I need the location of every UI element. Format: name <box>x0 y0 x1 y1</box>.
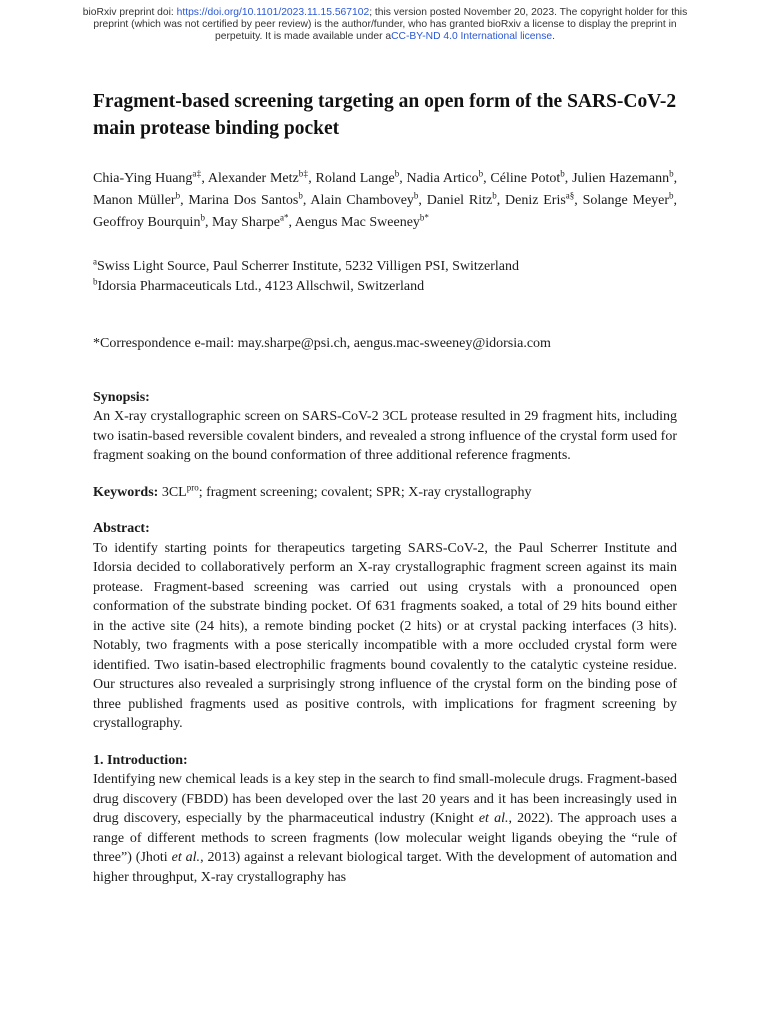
keyword-first-sup: pro <box>186 481 199 492</box>
introduction-section <box>93 751 677 888</box>
introduction-text <box>93 770 677 887</box>
header-text: . <box>552 31 555 42</box>
keyword-first: 3CL <box>161 484 187 500</box>
correspondence: *Correspondence e-mail: may.sharpe@psi.ch, aengus.mac-sweeney@idorsia.com <box>93 336 551 351</box>
abstract-section <box>93 519 677 734</box>
author-separator: , <box>288 215 295 230</box>
author-name: May Sharpe <box>211 215 280 230</box>
author-separator: , <box>673 193 678 208</box>
synopsis-section <box>93 388 677 466</box>
author-affiliation-mark: b <box>669 168 674 179</box>
preprint-header <box>0 7 770 43</box>
header-text: perpetuity. It is made available under a <box>215 31 392 42</box>
author-affiliation-mark: b <box>200 212 205 223</box>
author-name: Deniz Eris <box>505 193 566 208</box>
author-separator: , <box>399 171 407 186</box>
abstract-heading: Abstract: <box>93 521 150 536</box>
author-name: Julien Hazemann <box>572 171 670 186</box>
author-separator: , <box>204 215 212 230</box>
keywords-section <box>93 483 677 503</box>
author-affiliation-mark: a* <box>280 212 289 223</box>
affiliation-line <box>93 277 677 297</box>
author-affiliation-mark: a§ <box>565 190 575 201</box>
paper-title: Fragment-based screening targeting an open form of the SARS-CoV-2 main protease binding pocket <box>93 91 677 139</box>
intro-italic: et al. <box>478 811 509 826</box>
introduction-heading: 1. Introduction: <box>93 752 188 768</box>
author-name: Céline Potot <box>490 171 561 186</box>
author-affiliation-mark: b‡ <box>298 168 309 179</box>
synopsis-text: An X-ray crystallographic screen on SARS-CoV-2 3CL protease resulted in 29 fragment hits, including two isatin-based reversible covalent binders, and revealed a strong influence of the crystal form used for fragment soaking on the bound conformation of three additional reference fragments. <box>93 409 677 463</box>
paper-page <box>93 88 677 887</box>
author-affiliation-mark: b <box>560 168 565 179</box>
header-line-3 <box>0 31 770 43</box>
abstract-text: To identify starting points for therapeutics targeting SARS-CoV-2, the Paul Scherrer Institute and Idorsia decided to collaboratively perform an X-ray crystallographic fragment screen against its main protease. Fragment-based screening was carried out using crystals with a pronounced open conformation of the substrate binding pocket. Of 631 fragments soaked, a total of 29 hits bound either in the active site (24 hits), a remote binding pocket (2 hits) or at crystal packing interfaces (3 hits). Notably, two fragments with a pose sterically incompatible with a more occluded crystal form were identified. Two isatin-based electrophilic fragments bound covalently to the catalytic cysteine residue. Our structures also revealed a surprisingly strong influence of the crystal form on the binding pose of three published fragments used as positive controls, with implications for fragment screening by crystallography. <box>93 540 677 731</box>
author-separator: , <box>483 171 491 186</box>
license-link[interactable]: CC-BY-ND 4.0 International license <box>391 31 553 42</box>
author-separator: , <box>308 171 316 186</box>
author-affiliation-mark: b <box>298 190 303 201</box>
author-name: Aengus Mac Sweeney <box>294 215 420 230</box>
synopsis-heading: Synopsis: <box>93 389 150 405</box>
author-affiliation-mark: b* <box>419 212 429 223</box>
keywords-rest: ; fragment screening; covalent; SPR; X-ray crystallography <box>198 484 532 500</box>
author-separator: , <box>302 193 311 208</box>
author-name: Daniel Ritz <box>426 193 493 208</box>
header-text: ; this version posted November 20, 2023. The copyright holder for this <box>369 7 688 18</box>
affiliation-text: Swiss Light Source, Paul Scherrer Institute, 5232 Villigen PSI, Switzerland <box>97 259 519 274</box>
author-name: Alain Chambovey <box>310 193 414 208</box>
author-affiliation-mark: b <box>413 190 419 201</box>
author-separator: , <box>180 193 189 208</box>
author-name: Solange Meyer <box>582 193 670 208</box>
header-line-2: preprint (which was not certified by peer review) is the author/funder, who has granted bioRxiv a license to display the preprint in <box>93 19 677 30</box>
author-affiliation-mark: b <box>478 168 484 179</box>
intro-text-part: , 2013) against a relevant biological target. With the development of automation and higher throughput, X-ray crystallography has <box>93 850 677 885</box>
author-separator: , <box>673 171 678 186</box>
author-list <box>93 168 677 234</box>
author-name: Geoffroy Bourquin <box>93 215 201 230</box>
author-name: Manon Müller <box>93 193 176 208</box>
author-affiliation-mark: b <box>394 168 400 179</box>
author-affiliation-mark: b <box>669 190 674 201</box>
affiliation-text: Idorsia Pharmaceuticals Ltd., 4123 Allschwil, Switzerland <box>97 278 425 294</box>
author-affiliation-mark: b <box>175 190 181 201</box>
header-text: bioRxiv preprint doi: <box>82 7 177 18</box>
author-name: Chia-Ying Huang <box>93 171 193 186</box>
author-separator: , <box>564 171 573 186</box>
affiliation-mark: a <box>93 256 97 267</box>
affiliation-mark: b <box>93 275 98 286</box>
intro-text-part: , 2022). The approach uses a range of different methods to screen fragments (low molecular weight ligands obeying the “rule of three”) (Jhoti <box>93 811 677 865</box>
author-separator: , <box>201 171 208 186</box>
author-name: Alexander Metz <box>207 171 299 186</box>
affiliations <box>93 257 677 296</box>
header-line-1 <box>0 7 770 19</box>
intro-text-part: Identifying new chemical leads is a key step in the search to find small-molecule drugs. Fragment-based drug discovery (FBDD) has been developed over the last 20 years and it has been increasingly used in drug discovery, especially by the pharmaceutical industry (Knight <box>93 772 677 826</box>
author-affiliation-mark: a‡ <box>192 168 202 179</box>
author-affiliation-mark: b <box>492 190 497 201</box>
author-name: Marina Dos Santos <box>188 193 299 208</box>
author-name: Nadia Artico <box>406 171 479 186</box>
affiliation-line <box>93 257 677 277</box>
author-separator: , <box>574 193 583 208</box>
intro-italic: et al. <box>171 850 201 865</box>
author-name: Roland Lange <box>315 171 395 186</box>
doi-link[interactable]: https://doi.org/10.1101/2023.11.15.567102 <box>176 7 370 18</box>
author-separator: , <box>496 193 505 208</box>
author-separator: , <box>418 193 427 208</box>
keywords-heading: Keywords: <box>93 484 159 500</box>
